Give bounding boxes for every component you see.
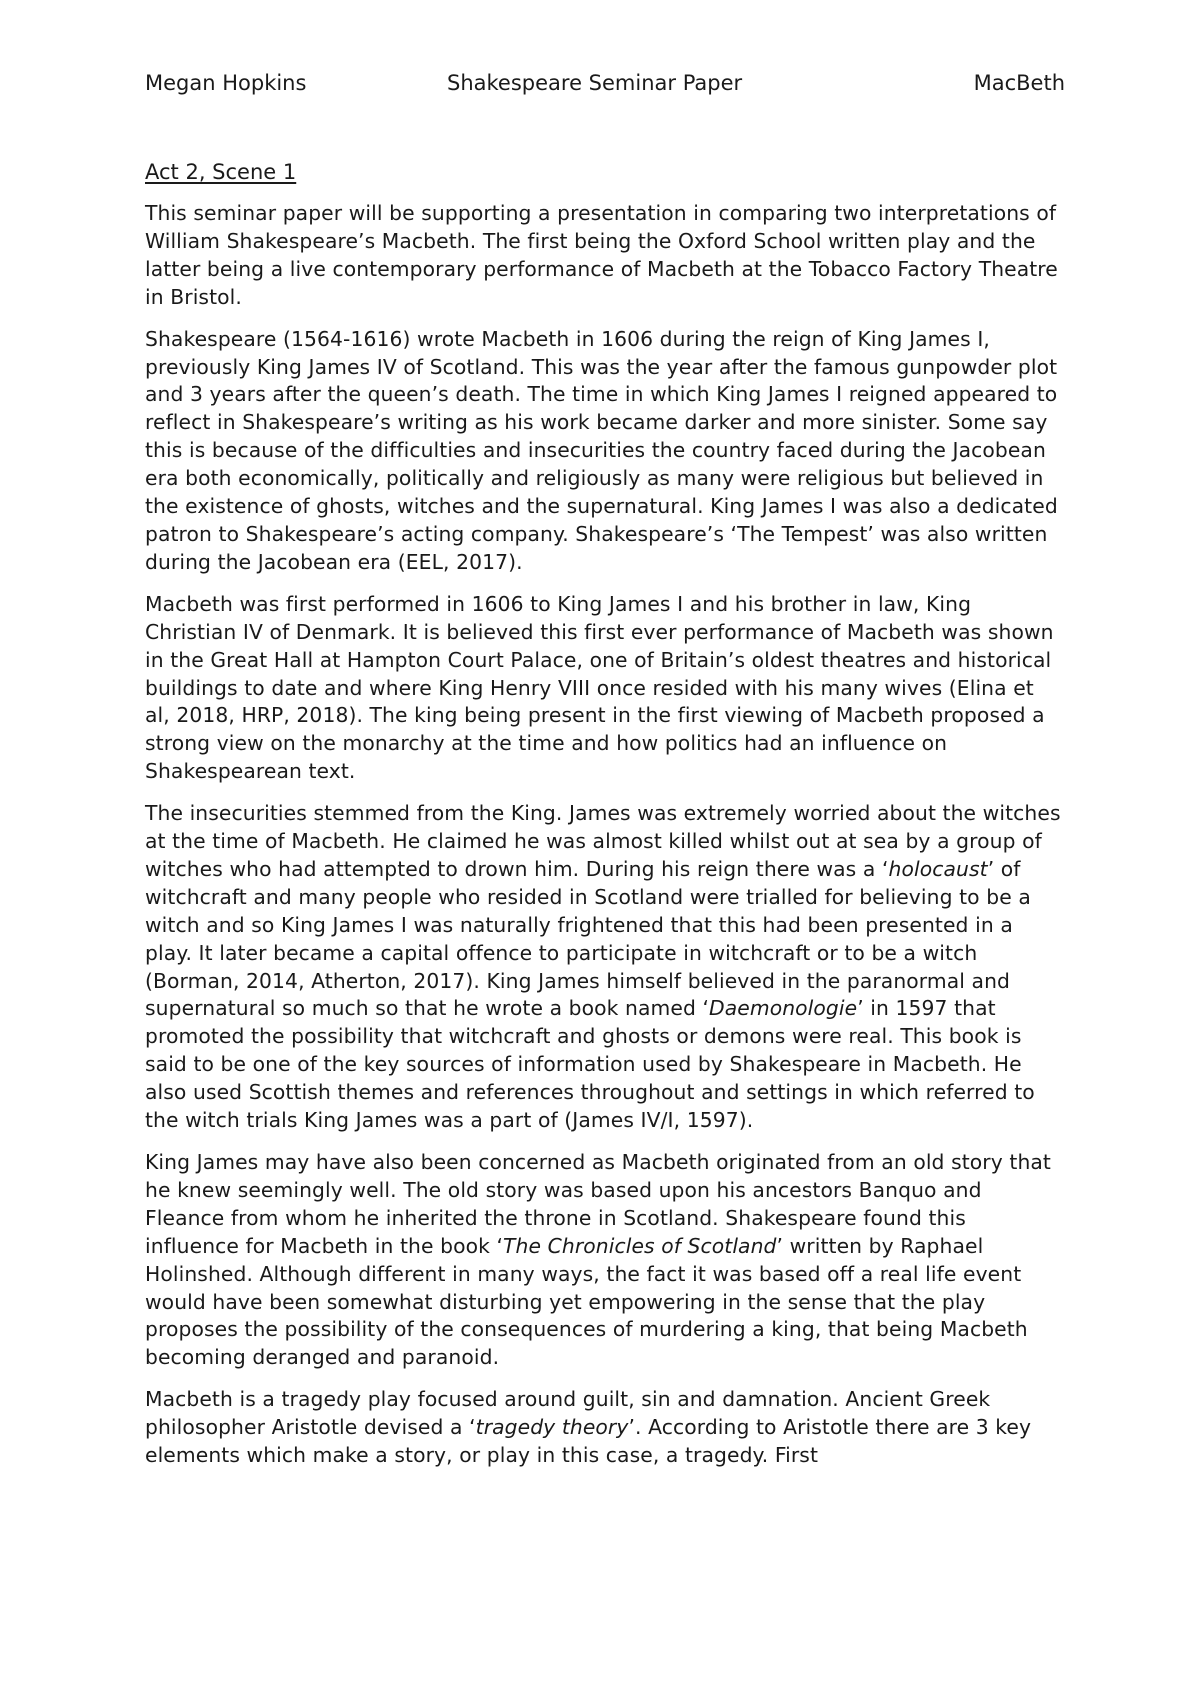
paragraph-4-text-a: The insecurities stemmed from the King. James was extremely worried about the witches at the time of Macbeth. He claimed he was almost killed whilst out at sea by a group of witches who had attempted to drown him. During his reign there was a ‘ — [145, 801, 1061, 881]
paragraph-5 — [145, 1149, 1065, 1372]
paragraph-6 — [145, 1386, 1065, 1470]
document-page — [145, 68, 1065, 1470]
paragraph-4 — [145, 800, 1065, 1135]
paragraph-5-italic-chronicles: The Chronicles of Scotland — [503, 1233, 777, 1258]
header-author: Megan Hopkins — [145, 71, 307, 95]
paragraph-6-italic-tragedy: tragedy theory — [475, 1415, 629, 1440]
paragraph-5-text-b: ’ written by Raphael Holinshed. Although different in many ways, the fact it was based off a real life event would have been somewhat disturbing yet empowering in the sense that the play proposes the possibility of the consequences of murdering a king, that being Macbeth becoming deranged and paranoid. — [145, 1233, 1028, 1370]
paragraph-4-italic-daemonologie: Daemonologie — [709, 996, 858, 1021]
section-heading: Act 2, Scene 1 — [145, 160, 297, 184]
paragraph-6-text-b: ’. According to Aristotle there are 3 key elements which make a story, or play in this case, a tragedy. First — [145, 1415, 1032, 1468]
page-header — [145, 68, 1065, 98]
paragraph-3: Macbeth was first performed in 1606 to King James I and his brother in law, King Christian IV of Denmark. It is believed this first ever performance of Macbeth was shown in the Great Hall at Hampton Court Palace, one of Britain’s oldest theatres and historical buildings to date and where King Henry VIII once resided with his many wives (Elina et al, 2018, HRP, 2018). The king being present in the first viewing of Macbeth proposed a strong view on the monarchy at the time and how politics had an influence on Shakespearean text. — [145, 591, 1054, 784]
paragraph-5-text-a: King James may have also been concerned as Macbeth originated from an old story that he knew seemingly well. The old story was based upon his ancestors Banquo and Fleance from whom he inherited the throne in Scotland. Shakespeare found this influence for Macbeth in the book ‘ — [145, 1150, 1051, 1258]
paragraph-6-text-a: Macbeth is a tragedy play focused around guilt, sin and damnation. Ancient Greek philosopher Aristotle devised a ‘ — [145, 1387, 991, 1440]
paragraph-1: This seminar paper will be supporting a presentation in comparing two interpretations of William Shakespeare’s Macbeth. The first being the Oxford School written play and the latter being a live contemporary performance of Macbeth at the Tobacco Factory Theatre in Bristol. — [145, 201, 1058, 309]
header-topic: MacBeth — [973, 71, 1065, 95]
paragraph-4-italic-holocaust: holocaust — [888, 856, 988, 881]
paragraph-4-text-b: ’ of witchcraft and many people who resided in Scotland were trialled for believing to be a witch and so King James I was naturally frightened that this had been presented in a play. It later became a capital offence to participate in witchcraft or to be a witch (Borman, 2014, Atherton, 2017). King James himself believed in the paranormal and supernatural so much so that he wrote a book named ‘ — [145, 856, 1031, 1021]
header-course: Shakespeare Seminar Paper — [447, 71, 743, 95]
paragraph-4-text-c: ’ in 1597 that promoted the possibility that witchcraft and ghosts or demons were real. This book is said to be one of the key sources of information used by Shakespeare in Macbeth. He also used Scottish themes and references throughout and settings in which referred to the witch trials King James was a part of (James IV/I, 1597). — [145, 996, 1035, 1133]
paragraph-2: Shakespeare (1564-1616) wrote Macbeth in 1606 during the reign of King James I, previously King James IV of Scotland. This was the year after the famous gunpowder plot and 3 years after the queen’s death. The time in which King James I reigned appeared to reflect in Shakespeare’s writing as his work became darker and more sinister. Some say this is because of the difficulties and insecurities the country faced during the Jacobean era both economically, politically and religiously as many were religious but believed in the existence of ghosts, witches and the supernatural. King James I was also a dedicated patron to Shakespeare’s acting company. Shakespeare’s ‘The Tempest’ was also written during the Jacobean era (EEL, 2017). — [145, 326, 1058, 574]
